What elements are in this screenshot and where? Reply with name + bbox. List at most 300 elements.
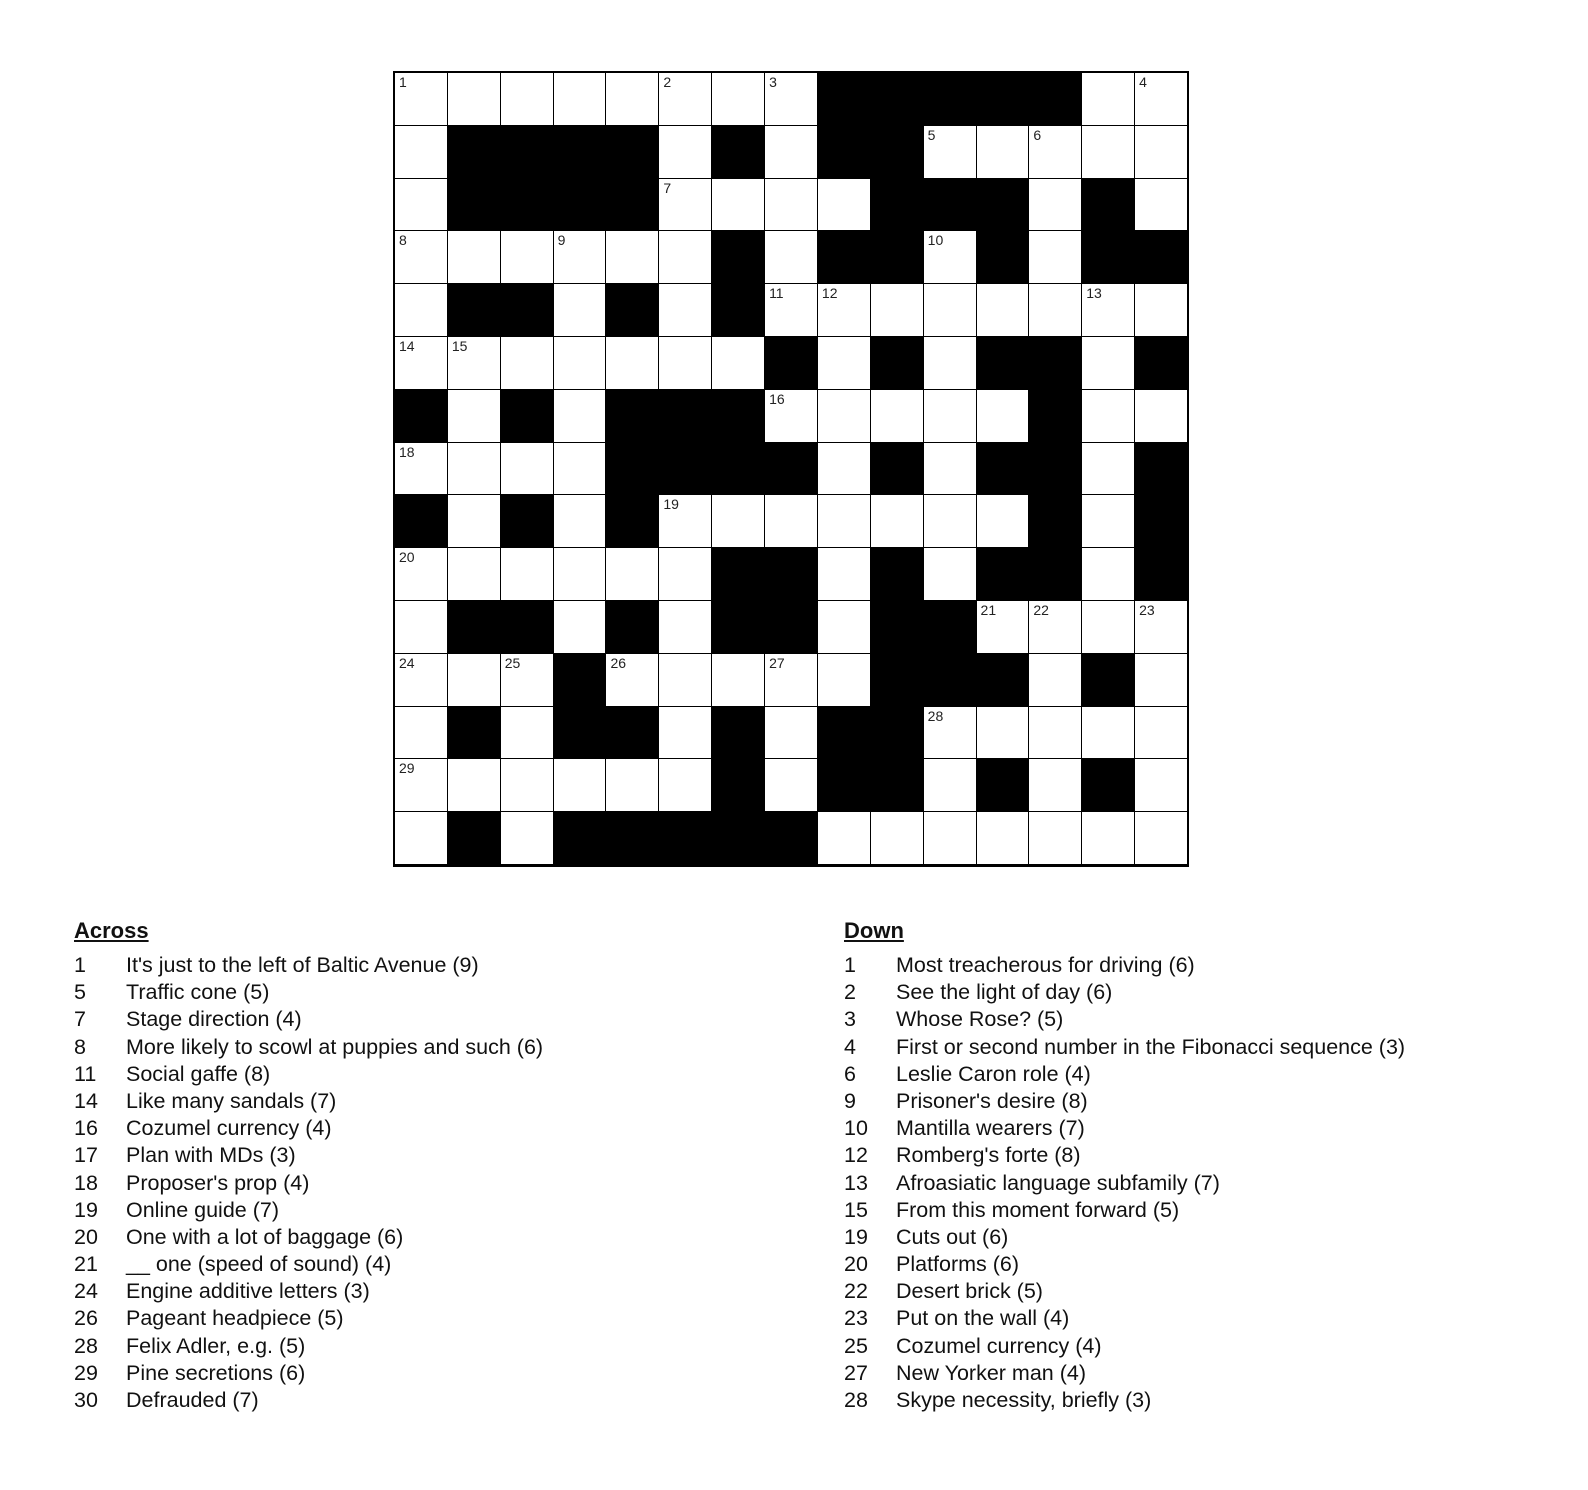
grid-cell[interactable]: [924, 390, 976, 442]
grid-cell[interactable]: [606, 231, 658, 283]
clue-item: [74, 1251, 543, 1278]
grid-cell[interactable]: [1135, 601, 1187, 653]
grid-cell[interactable]: [395, 443, 447, 495]
grid-cell[interactable]: [659, 759, 711, 811]
clue-number: 1: [74, 953, 86, 977]
block-cell: [606, 812, 658, 864]
clue-item: [74, 979, 543, 1006]
block-cell: [924, 73, 976, 125]
clue-item: [74, 1360, 543, 1387]
grid-cell[interactable]: [977, 495, 1029, 547]
grid-cell[interactable]: [448, 654, 500, 706]
block-cell: [606, 179, 658, 231]
grid-cell[interactable]: [765, 73, 817, 125]
grid-cell[interactable]: [818, 601, 870, 653]
cell-number: 24: [399, 654, 415, 671]
across-clues: [74, 918, 543, 1414]
cell-number: 19: [663, 496, 679, 513]
grid-cell[interactable]: [501, 548, 553, 600]
clue-item: [74, 1197, 543, 1224]
grid-cell[interactable]: [1029, 126, 1081, 178]
clue-number: 14: [74, 1088, 98, 1113]
block-cell: [924, 179, 976, 231]
grid-cell[interactable]: [712, 337, 764, 389]
grid-cell[interactable]: [924, 231, 976, 283]
grid-cell[interactable]: [554, 390, 606, 442]
clue-number: 17: [74, 1143, 98, 1168]
grid-cell[interactable]: [395, 548, 447, 600]
grid-cell[interactable]: [765, 654, 817, 706]
cell-number: 21: [980, 601, 997, 618]
grid-cell[interactable]: [1029, 812, 1081, 864]
grid-cell[interactable]: [1135, 812, 1187, 864]
clue-item: [74, 1305, 543, 1332]
grid-cell[interactable]: [818, 337, 870, 389]
grid-cell[interactable]: [659, 707, 711, 759]
grid-cell[interactable]: [554, 548, 606, 600]
block-cell: [1029, 337, 1081, 389]
grid-cell[interactable]: [501, 73, 553, 125]
grid-cell[interactable]: [712, 73, 764, 125]
block-cell: [977, 179, 1029, 231]
block-cell: [448, 284, 500, 336]
cell-number: 15: [451, 337, 468, 354]
clue-text: Proposer's prop (4): [126, 1170, 310, 1195]
clue-number: 15: [844, 1197, 868, 1222]
block-cell: [501, 495, 553, 547]
block-cell: [818, 231, 870, 283]
grid-cell[interactable]: [554, 337, 606, 389]
grid-cell[interactable]: [1029, 231, 1081, 283]
cell-number: 28: [927, 707, 944, 724]
clue-item: [844, 1034, 1405, 1061]
block-cell: [977, 654, 1029, 706]
grid-cell[interactable]: [448, 759, 500, 811]
clue-text: Leslie Caron role (4): [896, 1061, 1091, 1086]
clue-number: 2: [844, 980, 856, 1005]
block-cell: [554, 126, 606, 178]
clue-item: [74, 952, 543, 979]
clue-item: [844, 1197, 1405, 1224]
grid-cell[interactable]: [871, 390, 923, 442]
clue-text: Prisoner's desire (8): [896, 1088, 1088, 1113]
grid-cell[interactable]: [1082, 812, 1134, 864]
grid-cell[interactable]: [712, 495, 764, 547]
clue-item: [844, 1061, 1405, 1088]
cell-number: 29: [399, 760, 415, 777]
grid-cell[interactable]: [712, 179, 764, 231]
clue-text: Stage direction (4): [126, 1007, 302, 1032]
clue-text: Like many sandals (7): [126, 1088, 337, 1113]
grid-cell[interactable]: [554, 759, 606, 811]
grid-cell[interactable]: [765, 495, 817, 547]
grid-cell[interactable]: [554, 443, 606, 495]
block-cell: [501, 284, 553, 336]
block-cell: [448, 179, 500, 231]
grid-cell[interactable]: [501, 707, 553, 759]
grid-cell[interactable]: [924, 337, 976, 389]
grid-cell[interactable]: [765, 231, 817, 283]
cell-number: 1: [399, 74, 407, 90]
grid-cell[interactable]: [1135, 179, 1187, 231]
grid-cell[interactable]: [1029, 759, 1081, 811]
grid-cell[interactable]: [924, 812, 976, 864]
grid-cell[interactable]: [501, 443, 553, 495]
block-cell: [606, 126, 658, 178]
grid-cell[interactable]: [1082, 390, 1134, 442]
grid-cell[interactable]: [818, 443, 870, 495]
clue-item: [74, 1224, 543, 1251]
grid-cell[interactable]: [871, 812, 923, 864]
clue-number: 4: [844, 1034, 856, 1059]
grid-cell[interactable]: [818, 654, 870, 706]
clue-item: [844, 979, 1405, 1006]
grid-cell[interactable]: [818, 390, 870, 442]
grid-cell[interactable]: [818, 548, 870, 600]
clue-number: 6: [844, 1061, 856, 1086]
grid-cell[interactable]: [659, 654, 711, 706]
block-cell: [659, 443, 711, 495]
clue-number: 29: [74, 1360, 98, 1385]
block-cell: [871, 443, 923, 495]
grid-cell[interactable]: [1082, 601, 1134, 653]
grid-cell[interactable]: [977, 601, 1029, 653]
cell-number: 13: [1086, 285, 1102, 302]
grid-cell[interactable]: [448, 73, 500, 125]
cell-number: 11: [769, 285, 784, 302]
clue-text: Cozumel currency (4): [126, 1116, 332, 1141]
grid-cell[interactable]: [448, 548, 500, 600]
block-cell: [448, 601, 500, 653]
clue-text: More likely to scowl at puppies and such (6): [126, 1034, 544, 1059]
block-cell: [924, 601, 976, 653]
clue-text: First or second number in the Fibonacci sequence (3): [896, 1034, 1406, 1059]
cell-number: 22: [1033, 601, 1049, 618]
down-heading: Down: [844, 918, 904, 943]
grid-cell[interactable]: [606, 654, 658, 706]
grid-cell[interactable]: [659, 337, 711, 389]
block-cell: [712, 812, 764, 864]
grid-cell[interactable]: [1082, 337, 1134, 389]
grid-cell[interactable]: [606, 548, 658, 600]
grid-cell[interactable]: [818, 284, 870, 336]
grid-cell[interactable]: [1082, 495, 1134, 547]
grid-cell[interactable]: [1029, 707, 1081, 759]
block-cell: [765, 548, 817, 600]
grid-cell[interactable]: [924, 707, 976, 759]
grid-cell[interactable]: [765, 759, 817, 811]
grid-cell[interactable]: [1082, 284, 1134, 336]
grid-cell[interactable]: [659, 601, 711, 653]
grid-cell[interactable]: [501, 337, 553, 389]
grid-cell[interactable]: [501, 812, 553, 864]
cell-number: 12: [821, 285, 838, 302]
grid-cell[interactable]: [977, 812, 1029, 864]
grid-cell[interactable]: [1029, 179, 1081, 231]
grid-cell[interactable]: [659, 548, 711, 600]
grid-cell[interactable]: [1135, 126, 1187, 178]
clue-text: Mantilla wearers (7): [896, 1116, 1085, 1141]
block-cell: [765, 443, 817, 495]
block-cell: [448, 707, 500, 759]
grid-cell[interactable]: [554, 284, 606, 336]
grid-cell[interactable]: [659, 231, 711, 283]
grid-cell[interactable]: [1082, 73, 1134, 125]
block-cell: [554, 812, 606, 864]
clue-item: [844, 1006, 1405, 1033]
clue-text: Whose Rose? (5): [896, 1007, 1064, 1032]
grid-cell[interactable]: [1135, 73, 1187, 125]
block-cell: [1082, 759, 1134, 811]
crossword-grid: [393, 71, 1189, 867]
grid-cell[interactable]: [977, 126, 1029, 178]
grid-cell[interactable]: [606, 73, 658, 125]
grid-cell[interactable]: [606, 759, 658, 811]
clue-text: Engine additive letters (3): [126, 1279, 370, 1304]
grid-cell[interactable]: [1082, 126, 1134, 178]
clue-number: 19: [74, 1197, 98, 1222]
clue-item: [74, 1387, 543, 1414]
block-cell: [1135, 231, 1187, 283]
clue-number: 3: [844, 1007, 856, 1032]
grid-cell[interactable]: [924, 759, 976, 811]
block-cell: [977, 443, 1029, 495]
grid-cell[interactable]: [1082, 707, 1134, 759]
block-cell: [554, 707, 606, 759]
grid-cell[interactable]: [395, 812, 447, 864]
block-cell: [501, 390, 553, 442]
cell-number: 18: [399, 443, 415, 460]
grid-cell[interactable]: [924, 284, 976, 336]
grid-cell[interactable]: [501, 654, 553, 706]
block-cell: [977, 231, 1029, 283]
grid-cell[interactable]: [924, 443, 976, 495]
clue-text: Pageant headpiece (5): [126, 1306, 344, 1331]
clue-item: [74, 1333, 543, 1360]
grid-cell[interactable]: [871, 495, 923, 547]
block-cell: [1082, 231, 1134, 283]
block-cell: [871, 126, 923, 178]
clue-number: 1: [844, 953, 856, 977]
block-cell: [659, 812, 711, 864]
block-cell: [606, 443, 658, 495]
block-cell: [871, 707, 923, 759]
clue-number: 12: [844, 1143, 868, 1168]
grid-cell[interactable]: [659, 73, 711, 125]
grid-cell[interactable]: [395, 759, 447, 811]
block-cell: [977, 73, 1029, 125]
across-clue-list: [74, 952, 543, 1414]
clue-number: 20: [844, 1252, 868, 1277]
clue-item: [74, 1142, 543, 1169]
grid-cell[interactable]: [501, 231, 553, 283]
block-cell: [606, 390, 658, 442]
clue-number: 23: [844, 1306, 868, 1331]
clue-text: One with a lot of baggage (6): [126, 1224, 404, 1249]
clue-item: [74, 1088, 543, 1115]
grid-cell[interactable]: [924, 548, 976, 600]
clue-text: See the light of day (6): [896, 980, 1113, 1005]
clue-item: [74, 1034, 543, 1061]
block-cell: [712, 284, 764, 336]
block-cell: [712, 126, 764, 178]
grid-cell[interactable]: [448, 337, 500, 389]
grid-cell[interactable]: [554, 495, 606, 547]
grid-cell[interactable]: [501, 759, 553, 811]
clue-item: [844, 1088, 1405, 1115]
clue-item: [844, 1305, 1405, 1332]
clue-text: Traffic cone (5): [126, 980, 270, 1005]
grid-cell[interactable]: [1135, 654, 1187, 706]
clue-text: It's just to the left of Baltic Avenue (9): [126, 953, 479, 977]
block-cell: [871, 73, 923, 125]
grid-cell[interactable]: [1135, 284, 1187, 336]
grid-cell[interactable]: [924, 495, 976, 547]
clue-text: From this moment forward (5): [896, 1197, 1180, 1222]
grid-cell[interactable]: [554, 601, 606, 653]
grid-cell[interactable]: [659, 179, 711, 231]
cell-number: 14: [399, 337, 415, 354]
clue-number: 5: [74, 980, 86, 1005]
clue-text: Defrauded (7): [126, 1388, 259, 1412]
block-cell: [1029, 73, 1081, 125]
grid-cell[interactable]: [977, 284, 1029, 336]
block-cell: [448, 812, 500, 864]
block-cell: [977, 548, 1029, 600]
clue-item: [844, 1333, 1405, 1360]
clue-text: Most treacherous for driving (6): [896, 953, 1195, 977]
grid-cell[interactable]: [1082, 548, 1134, 600]
block-cell: [1029, 390, 1081, 442]
grid-cell[interactable]: [395, 654, 447, 706]
grid-cell[interactable]: [395, 179, 447, 231]
block-cell: [395, 390, 447, 442]
grid-cell[interactable]: [659, 126, 711, 178]
grid-cell[interactable]: [395, 337, 447, 389]
grid-cell[interactable]: [395, 601, 447, 653]
clue-item: [844, 1387, 1405, 1414]
grid-cell[interactable]: [448, 495, 500, 547]
grid-cell[interactable]: [659, 495, 711, 547]
grid-cell[interactable]: [395, 126, 447, 178]
block-cell: [1029, 548, 1081, 600]
clue-text: Online guide (7): [126, 1197, 279, 1222]
grid-cell[interactable]: [977, 707, 1029, 759]
cell-number: 7: [663, 179, 672, 196]
clue-text: Plan with MDs (3): [126, 1143, 296, 1168]
grid-cell[interactable]: [554, 73, 606, 125]
grid-cell[interactable]: [818, 812, 870, 864]
grid-cell[interactable]: [765, 390, 817, 442]
block-cell: [765, 601, 817, 653]
grid-cell[interactable]: [1029, 654, 1081, 706]
grid-cell[interactable]: [977, 390, 1029, 442]
block-cell: [659, 390, 711, 442]
grid-cell[interactable]: [818, 495, 870, 547]
clue-text: Cuts out (6): [896, 1224, 1009, 1249]
cell-number: 8: [399, 232, 407, 249]
block-cell: [712, 601, 764, 653]
grid-cell[interactable]: [765, 126, 817, 178]
grid-cell[interactable]: [448, 231, 500, 283]
block-cell: [501, 601, 553, 653]
grid-cell[interactable]: [1135, 707, 1187, 759]
block-cell: [1135, 548, 1187, 600]
grid-cell[interactable]: [1082, 443, 1134, 495]
block-cell: [871, 548, 923, 600]
grid-cell[interactable]: [448, 390, 500, 442]
down-clue-list: [844, 952, 1405, 1414]
cell-number: 25: [504, 654, 521, 671]
clue-number: 8: [74, 1034, 86, 1059]
clue-number: 7: [74, 1007, 86, 1032]
clue-text: Romberg's forte (8): [896, 1143, 1081, 1168]
block-cell: [1082, 654, 1134, 706]
block-cell: [977, 337, 1029, 389]
clue-item: [74, 1006, 543, 1033]
block-cell: [712, 390, 764, 442]
block-cell: [606, 284, 658, 336]
grid-cell[interactable]: [395, 284, 447, 336]
clue-number: 11: [74, 1061, 97, 1086]
clue-number: 30: [74, 1388, 98, 1412]
grid-cell[interactable]: [1029, 601, 1081, 653]
clue-number: 20: [74, 1224, 98, 1249]
grid-cell[interactable]: [1029, 284, 1081, 336]
grid-cell[interactable]: [924, 126, 976, 178]
grid-cell[interactable]: [765, 179, 817, 231]
block-cell: [818, 73, 870, 125]
block-cell: [1135, 337, 1187, 389]
grid-cell[interactable]: [1135, 390, 1187, 442]
grid-cell[interactable]: [818, 179, 870, 231]
grid-cell[interactable]: [1135, 759, 1187, 811]
cell-number: 6: [1033, 126, 1042, 143]
clue-text: Cozumel currency (4): [896, 1333, 1102, 1358]
grid-cell[interactable]: [765, 707, 817, 759]
block-cell: [871, 654, 923, 706]
clue-number: 28: [844, 1388, 868, 1412]
clue-number: 22: [844, 1279, 868, 1304]
down-clues: [844, 918, 1405, 1414]
cell-number: 16: [769, 390, 785, 407]
grid-cell[interactable]: [765, 284, 817, 336]
grid-cell[interactable]: [659, 284, 711, 336]
grid-cell[interactable]: [395, 73, 447, 125]
grid-cell[interactable]: [712, 654, 764, 706]
clue-text: Put on the wall (4): [896, 1306, 1070, 1331]
block-cell: [1135, 443, 1187, 495]
block-cell: [818, 707, 870, 759]
clue-text: Afroasiatic language subfamily (7): [896, 1170, 1220, 1195]
cell-number: 5: [927, 126, 936, 143]
clue-number: 21: [74, 1252, 98, 1277]
clue-text: New Yorker man (4): [896, 1360, 1086, 1385]
grid-cell[interactable]: [395, 231, 447, 283]
grid-cell[interactable]: [448, 443, 500, 495]
clue-text: Pine secretions (6): [126, 1360, 306, 1385]
block-cell: [712, 707, 764, 759]
grid-cell[interactable]: [606, 337, 658, 389]
grid-cell[interactable]: [871, 284, 923, 336]
grid-cell[interactable]: [395, 707, 447, 759]
clue-number: 13: [844, 1170, 868, 1195]
block-cell: [606, 707, 658, 759]
block-cell: [871, 231, 923, 283]
block-cell: [712, 548, 764, 600]
grid-cell[interactable]: [554, 231, 606, 283]
across-heading: Across: [74, 918, 149, 943]
